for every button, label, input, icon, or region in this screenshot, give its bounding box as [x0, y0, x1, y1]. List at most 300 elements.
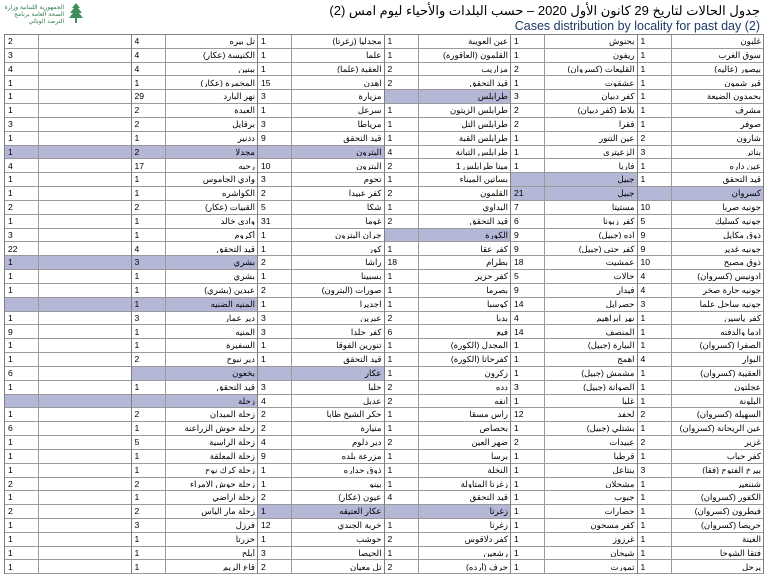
- case-count: [132, 367, 166, 380]
- locality-name: تنورين الفوقا: [336, 341, 382, 350]
- locality-name: البترون: [356, 147, 382, 157]
- table-row: [132, 201, 258, 215]
- locality-name: حكر الشيخ طابا: [326, 410, 382, 420]
- locality-name: عكار العتيقه: [339, 507, 382, 516]
- table-row: [511, 159, 637, 173]
- table-row: [638, 118, 764, 132]
- case-count: 5: [132, 436, 166, 449]
- locality-name: أكروم: [234, 230, 255, 240]
- case-count: 1: [385, 478, 419, 491]
- locality-name: الحيصا: [358, 548, 382, 558]
- case-count: 1: [132, 270, 166, 283]
- table-row: [132, 256, 258, 270]
- locality-name: برقايل: [232, 120, 255, 129]
- table-row: [638, 270, 764, 284]
- locality-name: ادما والدفنه: [720, 327, 761, 337]
- locality-name: أنفه: [494, 396, 508, 406]
- locality-name: عبيدات: [609, 438, 635, 447]
- locality-name: بطرام: [486, 258, 508, 267]
- locality-name: الصوانة (جبيل): [583, 382, 635, 392]
- locality-name: مجدلا: [235, 147, 255, 157]
- locality-name: غلبا: [621, 396, 635, 406]
- table-row: [5, 436, 131, 450]
- table-row: [258, 104, 384, 118]
- table-row: [258, 367, 384, 381]
- locality-name: حلبا: [368, 382, 382, 392]
- case-count: 1: [258, 353, 292, 366]
- table-row: [638, 256, 764, 270]
- table-row: [132, 353, 258, 367]
- case-count: 1: [5, 547, 39, 560]
- table-row: [258, 76, 384, 90]
- case-count: 2: [258, 422, 292, 435]
- locality-name: زحلة الراسية: [209, 438, 255, 447]
- case-count: 1: [258, 270, 292, 283]
- locality-name: برسا: [491, 451, 508, 461]
- case-count: 5: [638, 215, 672, 228]
- case-count: 3: [258, 118, 292, 131]
- table-row: [638, 436, 764, 450]
- table-row: [132, 270, 258, 284]
- case-count: 1: [385, 242, 419, 255]
- table-row: [385, 132, 511, 146]
- case-count: 3: [258, 90, 292, 103]
- case-count: 9: [258, 450, 292, 463]
- table-column: [510, 34, 637, 574]
- table-row: [638, 519, 764, 533]
- case-count: 4: [132, 49, 166, 62]
- table-row: [132, 381, 258, 395]
- locality-name: اهدن: [363, 78, 382, 88]
- locality-name: جونيه حارة صخر: [702, 286, 761, 295]
- table-row: [511, 450, 637, 464]
- case-count: [638, 187, 672, 200]
- table-row: [258, 547, 384, 561]
- table-row: [638, 49, 764, 63]
- case-count: 1: [385, 519, 419, 532]
- table-row: [132, 312, 258, 326]
- table-row: [511, 422, 637, 436]
- case-count: 1: [132, 381, 166, 394]
- locality-name: كفر حزير: [475, 272, 508, 281]
- locality-name: رحبه: [238, 161, 255, 171]
- table-row: [5, 491, 131, 505]
- locality-name: راس مسقا: [469, 410, 508, 420]
- case-count: [5, 395, 39, 408]
- case-count: 1: [511, 533, 545, 546]
- locality-name: عجلتون: [734, 382, 761, 392]
- case-count: 18: [511, 256, 545, 269]
- case-count: 1: [385, 298, 419, 311]
- locality-name: زحلة الميدان: [209, 410, 255, 420]
- table-row: [132, 132, 258, 146]
- table-row: [385, 63, 511, 77]
- table-row: [5, 395, 131, 409]
- table-row: [132, 505, 258, 519]
- case-count: 2: [5, 505, 39, 518]
- locality-name: بدبا: [496, 313, 508, 323]
- locality-name: بشري: [233, 272, 255, 281]
- locality-name: عين العويبة: [468, 37, 508, 46]
- case-count: 4: [511, 312, 545, 325]
- case-count: 1: [5, 76, 39, 89]
- table-row: [511, 270, 637, 284]
- locality-name: بصرما: [486, 286, 508, 295]
- locality-name: بشتلي (جبيل): [586, 424, 635, 433]
- locality-name: عبرين: [360, 313, 382, 323]
- locality-name: الصفرا (كسروان): [699, 341, 761, 350]
- case-count: 6: [5, 367, 39, 380]
- case-count: 1: [638, 104, 672, 117]
- locality-name: بحصاص: [479, 424, 508, 433]
- locality-name: دير نبوح: [226, 355, 255, 364]
- case-count: 7: [511, 201, 545, 214]
- table-row: [511, 312, 637, 326]
- table-row: [638, 159, 764, 173]
- case-count: 2: [511, 63, 545, 76]
- case-count: 2: [5, 35, 39, 48]
- table-row: [511, 256, 637, 270]
- table-row: [5, 478, 131, 492]
- table-row: [511, 201, 637, 215]
- case-count: 1: [5, 381, 39, 394]
- case-count: 1: [511, 353, 545, 366]
- table-row: [5, 519, 131, 533]
- case-count: 1: [5, 436, 39, 449]
- locality-name: عيون (عكار): [338, 493, 382, 503]
- case-count: 14: [511, 298, 545, 311]
- table-row: [132, 298, 258, 312]
- case-count: 1: [638, 395, 672, 408]
- table-row: [5, 256, 131, 270]
- locality-name: زغرتا: [489, 521, 508, 530]
- table-row: [5, 132, 131, 146]
- case-count: 2: [638, 408, 672, 421]
- case-count: 1: [638, 118, 672, 131]
- table-row: [638, 478, 764, 492]
- locality-name: يرحل: [742, 562, 761, 572]
- case-count: 2: [638, 132, 672, 145]
- locality-name: دير عمار: [224, 313, 255, 323]
- table-row: [258, 519, 384, 533]
- page-title-arabic: جدول الحالات لتاريخ 29 كانون الأول 2020 – حسب البلدات والأحياء ليوم امس (2): [329, 3, 760, 18]
- case-count: 1: [385, 284, 419, 297]
- case-count: 4: [5, 63, 39, 76]
- case-count: 9: [638, 242, 672, 255]
- locality-name: طرابلس التل: [461, 120, 508, 129]
- case-count: 1: [511, 49, 545, 62]
- case-count: 1: [132, 132, 166, 145]
- case-count: 1: [5, 408, 39, 421]
- table-row: [132, 464, 258, 478]
- table-row: [511, 229, 637, 243]
- case-count: 1: [258, 104, 292, 117]
- table-row: [385, 505, 511, 519]
- table-row: [385, 450, 511, 464]
- case-count: 1: [385, 408, 419, 421]
- table-row: [385, 284, 511, 298]
- locality-name: دده: [495, 382, 508, 392]
- case-count: 1: [5, 533, 39, 546]
- locality-name: تحوم: [363, 175, 382, 184]
- table-row: [638, 215, 764, 229]
- table-row: [385, 104, 511, 118]
- table-row: [258, 533, 384, 547]
- table-row: [5, 270, 131, 284]
- locality-name: نهر ابراهيم: [596, 313, 635, 323]
- case-count: 1: [5, 560, 39, 573]
- table-row: [258, 505, 384, 519]
- case-count: 2: [5, 478, 39, 491]
- table-row: [132, 159, 258, 173]
- locality-name: زكرون: [484, 368, 508, 378]
- case-count: 3: [132, 519, 166, 532]
- case-count: 1: [258, 242, 292, 255]
- case-count: 1: [132, 533, 166, 546]
- case-count: 2: [385, 381, 419, 394]
- locality-name: البيارة (جبيل): [587, 341, 635, 350]
- locality-name: بشري: [233, 258, 255, 267]
- case-count: 1: [258, 478, 292, 491]
- case-count: 4: [258, 436, 292, 449]
- locality-name: شننعير: [737, 479, 761, 489]
- locality-name: كور: [368, 244, 382, 254]
- table-row: [132, 242, 258, 256]
- locality-name: ذوق مكايل: [723, 230, 761, 240]
- case-count: [385, 229, 419, 242]
- case-count: 1: [385, 464, 419, 477]
- table-row: [132, 519, 258, 533]
- case-count: 1: [511, 367, 545, 380]
- table-row: [638, 284, 764, 298]
- locality-name: جبيل: [617, 189, 635, 198]
- case-count: 1: [258, 63, 292, 76]
- case-count: 1: [5, 312, 39, 325]
- table-row: [258, 381, 384, 395]
- locality-name: جبوب: [614, 493, 635, 503]
- case-count: 1: [5, 187, 39, 200]
- case-count: 4: [132, 63, 166, 76]
- table-row: [132, 104, 258, 118]
- locality-name: القليعات (كسروان): [567, 64, 635, 74]
- case-count: 4: [638, 353, 672, 366]
- table-row: [385, 201, 511, 215]
- case-count: 1: [385, 104, 419, 117]
- table-row: [5, 229, 131, 243]
- case-count: 2: [258, 187, 292, 200]
- locality-name: المنيه: [235, 327, 255, 337]
- table-row: [385, 76, 511, 90]
- case-count: 1: [132, 229, 166, 242]
- case-count: 1: [511, 395, 545, 408]
- case-count: 12: [258, 519, 292, 532]
- table-row: [638, 298, 764, 312]
- case-count: 1: [638, 35, 672, 48]
- case-count: 1: [638, 173, 672, 186]
- case-count: 9: [638, 229, 672, 242]
- table-row: [258, 34, 384, 49]
- case-count: 1: [132, 422, 166, 435]
- locality-name: عشقوت: [604, 78, 635, 88]
- table-row: [5, 450, 131, 464]
- case-count: 4: [132, 242, 166, 255]
- locality-name: كفر حتي (جبيل): [578, 244, 635, 254]
- case-count: 1: [5, 173, 39, 186]
- locality-name: بنتاعل: [612, 465, 635, 475]
- case-count: 1: [258, 464, 292, 477]
- case-count: 3: [258, 325, 292, 338]
- case-count: 3: [511, 90, 545, 103]
- case-count: 1: [132, 187, 166, 200]
- case-count: 2: [132, 118, 166, 131]
- case-count: 9: [511, 284, 545, 297]
- case-count: 2: [132, 104, 166, 117]
- case-count: 1: [385, 49, 419, 62]
- locality-name: حرف (أرده): [466, 562, 508, 572]
- locality-name: عمشيت: [605, 258, 635, 267]
- case-count: 14: [511, 325, 545, 338]
- case-count: 1: [638, 312, 672, 325]
- table-row: [638, 339, 764, 353]
- table-row: [258, 242, 384, 256]
- table-row: [385, 146, 511, 160]
- locality-name: قيد التحقق: [469, 216, 508, 226]
- table-row: [5, 422, 131, 436]
- locality-name: دير دلوم: [351, 438, 382, 447]
- table-row: [638, 560, 764, 574]
- table-row: [385, 464, 511, 478]
- case-count: 2: [132, 408, 166, 421]
- locality-name: زحلة اراضي: [212, 493, 255, 503]
- case-count: 3: [132, 256, 166, 269]
- case-count: 1: [511, 519, 545, 532]
- case-count: 2: [132, 146, 166, 159]
- table-row: [258, 132, 384, 146]
- table-row: [511, 118, 637, 132]
- table-row: [5, 146, 131, 160]
- table-row: [638, 547, 764, 561]
- locality-name: بناتر: [746, 147, 761, 157]
- table-row: [132, 533, 258, 547]
- table-row: [385, 270, 511, 284]
- locality-name: قيد التحقق: [343, 355, 382, 364]
- case-count: 2: [385, 63, 419, 76]
- case-count: [132, 395, 166, 408]
- locality-name: كفر دلاقوس: [464, 534, 508, 544]
- case-count: 1: [511, 491, 545, 504]
- case-count: 1: [5, 146, 39, 159]
- table-row: [385, 256, 511, 270]
- table-row: [132, 187, 258, 201]
- case-count: 4: [385, 491, 419, 504]
- table-row: [511, 173, 637, 187]
- case-count: 1: [5, 339, 39, 352]
- case-count: 1: [258, 35, 292, 48]
- case-count: 1: [5, 215, 39, 228]
- case-count: 1: [638, 450, 672, 463]
- case-count: 1: [638, 159, 672, 172]
- case-count: 1: [132, 215, 166, 228]
- table-row: [385, 159, 511, 173]
- case-count: 3: [132, 312, 166, 325]
- table-row: [258, 353, 384, 367]
- locality-name: تل معيان: [349, 562, 382, 572]
- table-row: [5, 547, 131, 561]
- case-count: 4: [258, 395, 292, 408]
- case-count: 4: [5, 159, 39, 172]
- case-count: 1: [5, 284, 39, 297]
- table-row: [258, 159, 384, 173]
- locality-name: حالات: [613, 272, 635, 281]
- case-count: 1: [511, 76, 545, 89]
- table-row: [385, 560, 511, 574]
- locality-name: بيرخ الفتوح (فقا): [702, 465, 761, 475]
- locality-name: كفر ياسين: [724, 313, 761, 323]
- case-count: 1: [511, 339, 545, 352]
- case-count: [258, 146, 292, 159]
- table-row: [511, 395, 637, 409]
- locality-name: الكفور (كسروان): [700, 493, 761, 503]
- table-row: [511, 339, 637, 353]
- locality-name: كسروان: [731, 189, 761, 198]
- case-count: 2: [132, 353, 166, 366]
- locality-name: كوسبا: [487, 299, 508, 309]
- locality-name: بخعون: [232, 368, 255, 378]
- table-row: [638, 381, 764, 395]
- locality-name: ددنير: [237, 133, 255, 143]
- locality-name: بسبينا: [361, 272, 382, 281]
- case-count: 1: [385, 450, 419, 463]
- table-row: [5, 353, 131, 367]
- locality-name: أبلح: [241, 548, 255, 558]
- table-row: [511, 284, 637, 298]
- locality-name: فتقا الشوحا: [719, 548, 761, 558]
- table-row: [638, 505, 764, 519]
- case-count: 21: [511, 187, 545, 200]
- case-count: 3: [258, 381, 292, 394]
- table-row: [385, 215, 511, 229]
- ministry-emblem-icon: [66, 2, 86, 24]
- table-row: [5, 159, 131, 173]
- case-count: 1: [5, 256, 39, 269]
- locality-name: منيارة: [360, 424, 382, 433]
- locality-name: غرزوز: [612, 534, 635, 544]
- locality-name: تل بيره: [229, 37, 255, 46]
- table-row: [385, 173, 511, 187]
- table-row: [132, 76, 258, 90]
- case-count: 1: [638, 339, 672, 352]
- locality-name: زحلة حوش الامراء: [190, 479, 255, 489]
- case-count: 6: [5, 422, 39, 435]
- table-row: [638, 132, 764, 146]
- table-row: [258, 339, 384, 353]
- locality-name: زحلة كرك نوح: [205, 465, 255, 475]
- case-count: 2: [258, 256, 292, 269]
- case-count: 3: [638, 464, 672, 477]
- case-count: 4: [638, 284, 672, 297]
- table-row: [638, 76, 764, 90]
- case-count: 4: [638, 270, 672, 283]
- locality-name: فاريا: [618, 161, 635, 171]
- table-row: [511, 533, 637, 547]
- table-row: [132, 450, 258, 464]
- table-row: [511, 34, 637, 49]
- table-row: [258, 201, 384, 215]
- locality-name: قرطبا: [613, 451, 635, 461]
- locality-name: القلمون: [480, 189, 508, 198]
- table-row: [258, 229, 384, 243]
- case-count: 3: [638, 298, 672, 311]
